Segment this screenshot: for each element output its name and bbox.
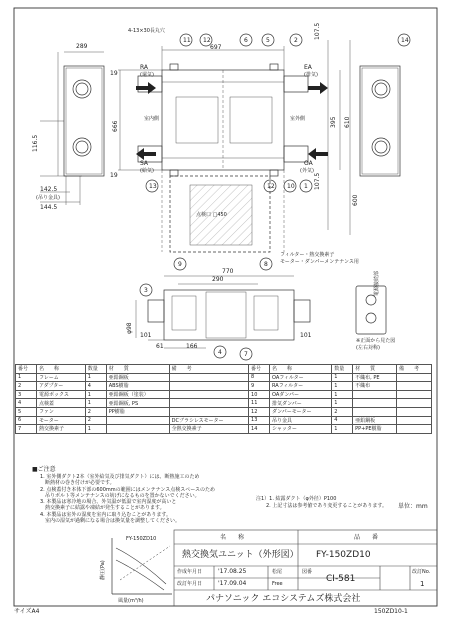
balloon-9: 9 bbox=[178, 261, 182, 268]
note-line: 3. 本製品は寒冷地の場合、外気温が低温で室内湿度が高いと bbox=[40, 499, 177, 506]
room-side-label: 室内側 bbox=[144, 116, 160, 122]
created-by: 松尾 bbox=[272, 569, 283, 575]
dim-290: 290 bbox=[212, 276, 224, 283]
model-value: FY-150ZD10 bbox=[316, 550, 371, 560]
name-label: 名 称 bbox=[220, 534, 245, 541]
balloon-12-bottom: 12 bbox=[267, 183, 275, 190]
dim-19-bottom: 19 bbox=[110, 172, 118, 179]
dim-697: 697 bbox=[210, 44, 222, 51]
drawing-no-label: 図番 bbox=[302, 569, 313, 575]
col-qty: 数量 bbox=[85, 365, 106, 374]
notes-block bbox=[40, 474, 240, 524]
table-row: 7 熱交換素子 1 全熱交換素子 14 シャッター 1 PP+PE樹脂 bbox=[16, 425, 432, 434]
oa-label: OA bbox=[304, 160, 313, 167]
model-label: 品 番 bbox=[354, 534, 379, 541]
balloon-4: 4 bbox=[218, 349, 222, 356]
wiring-note-1: 電源接続部 bbox=[374, 270, 380, 296]
drawing-no: CI-581 bbox=[326, 574, 356, 584]
col-name: 名 称 bbox=[36, 365, 85, 374]
ra-sub: (還気) bbox=[140, 72, 154, 78]
dim-19-top: 19 bbox=[110, 70, 118, 77]
note-line: 断熱材の巻き付けが必要です。 bbox=[40, 480, 115, 487]
col-material-2: 材 質 bbox=[353, 365, 397, 374]
col-qty-2: 数量 bbox=[332, 365, 353, 374]
name-value: 熱交換気ユニット（外形図） bbox=[182, 550, 299, 560]
col-material: 材 質 bbox=[106, 365, 169, 374]
col-remarks: 備 考 bbox=[169, 365, 248, 374]
document-code: 150ZD10-1 bbox=[374, 608, 408, 615]
dim-144-5: 144.5 bbox=[40, 204, 58, 211]
balloon-5: 5 bbox=[266, 37, 270, 44]
note-line: 2. 点検蓋付き本体下部の600mmの範囲にはメンテナンス点検スペースのため bbox=[40, 486, 215, 493]
col-no: 番号 bbox=[16, 365, 37, 374]
oa-sub: (外気) bbox=[300, 168, 314, 174]
revised-label: 改訂年月日 bbox=[177, 581, 203, 587]
balloon-10: 10 bbox=[287, 183, 295, 190]
table-row: 4 点検蓋 1 亜鉛鋼板, PS 11 排気ダンパー 1 bbox=[16, 399, 432, 408]
dim-107-5-bottom: 107.5 bbox=[314, 172, 321, 190]
parts-table-header bbox=[16, 365, 432, 374]
table-row: 5 ファン 2 PP樹脂 12 ダンパーモーター 2 bbox=[16, 407, 432, 416]
dim-116-5: 116.5 bbox=[32, 134, 39, 152]
graph-curve-label: FY-150ZD10 bbox=[126, 536, 157, 542]
dim-phi98: φ98 bbox=[126, 322, 133, 334]
sheet-no: 1 bbox=[420, 580, 425, 588]
created-label: 作成年月日 bbox=[177, 569, 203, 575]
dim-610: 610 bbox=[344, 116, 351, 128]
dim-600: 600 bbox=[352, 194, 359, 206]
balloon-8: 8 bbox=[264, 261, 268, 268]
ea-label: EA bbox=[304, 64, 312, 71]
graph-ylabel: 静圧(Pa) bbox=[100, 560, 106, 580]
note-right-2: 2. 上記寸法は参考値であり変更することがあります。 bbox=[256, 503, 387, 509]
dim-61: 61 bbox=[156, 343, 164, 350]
table-row: 6 モーター 2 DCブラシレスモーター 13 吊り金具 4 亜鉛鋼板 bbox=[16, 416, 432, 425]
wiring-note-3: (左右対称) bbox=[356, 345, 380, 351]
dim-101-left: 101 bbox=[140, 332, 152, 339]
balloon-3: 3 bbox=[144, 287, 148, 294]
outdoor-side-label: 室外側 bbox=[290, 116, 306, 122]
dim-166: 166 bbox=[186, 343, 198, 350]
table-row: 2 アダプター 4 ABS樹脂 9 RAフィルター 1 不織布 bbox=[16, 382, 432, 391]
revised-date: '17.09.04 bbox=[218, 580, 247, 587]
paper-size: サイズA4 bbox=[14, 608, 40, 615]
ra-label: RA bbox=[140, 64, 149, 71]
col-name-2: 名 称 bbox=[270, 365, 332, 374]
ea-sub: (排気) bbox=[304, 72, 318, 78]
dim-289: 289 bbox=[76, 43, 88, 50]
table-row: 1 フレーム 1 亜鉛鋼板 8 OAフィルター 1 不織布, PE bbox=[16, 373, 432, 382]
parts-table bbox=[15, 364, 432, 434]
company-name: パナソニック エコシステムズ株式会社 bbox=[206, 594, 361, 604]
filter-note-1: フィルター・熱交換素子 bbox=[280, 252, 335, 258]
balloon-13: 13 bbox=[149, 183, 157, 190]
note-line: 4. 本製品は室外の湿度を室内に取り込むことがあります。 bbox=[40, 511, 171, 518]
table-row: 3 電源ボックス 1 亜鉛鋼板（塗装） 10 OAダンパー 1 bbox=[16, 390, 432, 399]
note-line: 吊りボルト等メンテナンスの妨げになるものを置かないでください。 bbox=[40, 492, 200, 499]
graph-xlabel: 風量(m³/h) bbox=[118, 598, 144, 604]
sa-label: SA bbox=[140, 160, 149, 167]
dim-395: 395 bbox=[330, 116, 337, 128]
balloon-6: 6 bbox=[244, 37, 248, 44]
created-date: '17.08.25 bbox=[218, 568, 247, 575]
notes-title: ■ご注意 bbox=[32, 466, 56, 473]
note-line: 1. 室外側ダクト2本（室外給気及び排気ダクト）には、断熱施工のため bbox=[40, 474, 200, 480]
note-line: 室内の湿気が過剰になる場合は換気量を調整してください。 bbox=[40, 518, 181, 525]
note-line: 熱交換素子に結露や凍結が発生することがあります。 bbox=[40, 505, 165, 512]
dim-770: 770 bbox=[222, 268, 234, 275]
balloon-1: 1 bbox=[304, 183, 308, 190]
sheet-label: 改訂No. bbox=[412, 569, 431, 575]
balloon-14: 14 bbox=[401, 37, 409, 44]
col-remarks-2: 備 考 bbox=[397, 365, 432, 374]
balloon-11-top: 11 bbox=[183, 37, 191, 44]
dim-hanger-note: (吊り金具) bbox=[36, 195, 60, 201]
balloon-12-top: 12 bbox=[203, 37, 211, 44]
dim-666: 666 bbox=[112, 120, 119, 132]
dim-142-5: 142.5 bbox=[40, 186, 58, 193]
filter-note-2: モーター・ダンパーメンテナンス用 bbox=[280, 259, 359, 265]
dim-107-5-top: 107.5 bbox=[314, 22, 321, 40]
note-right-1: 注1）1. 結露ダクト（φ外径）P100 bbox=[256, 496, 337, 502]
wiring-note-2: ※正面から見た図 bbox=[356, 338, 396, 344]
balloon-7: 7 bbox=[244, 351, 248, 358]
sa-sub: (給気) bbox=[140, 168, 154, 174]
revised-by: Free bbox=[272, 581, 283, 587]
unit-label: 単位：mm bbox=[398, 503, 428, 510]
dim-101-right: 101 bbox=[300, 332, 312, 339]
balloon-2: 2 bbox=[294, 37, 298, 44]
dim-4hole: 4-13×30長丸穴 bbox=[128, 28, 165, 34]
inspection-opening: 点検口 □450 bbox=[196, 212, 227, 218]
col-no-2: 番号 bbox=[249, 365, 270, 374]
